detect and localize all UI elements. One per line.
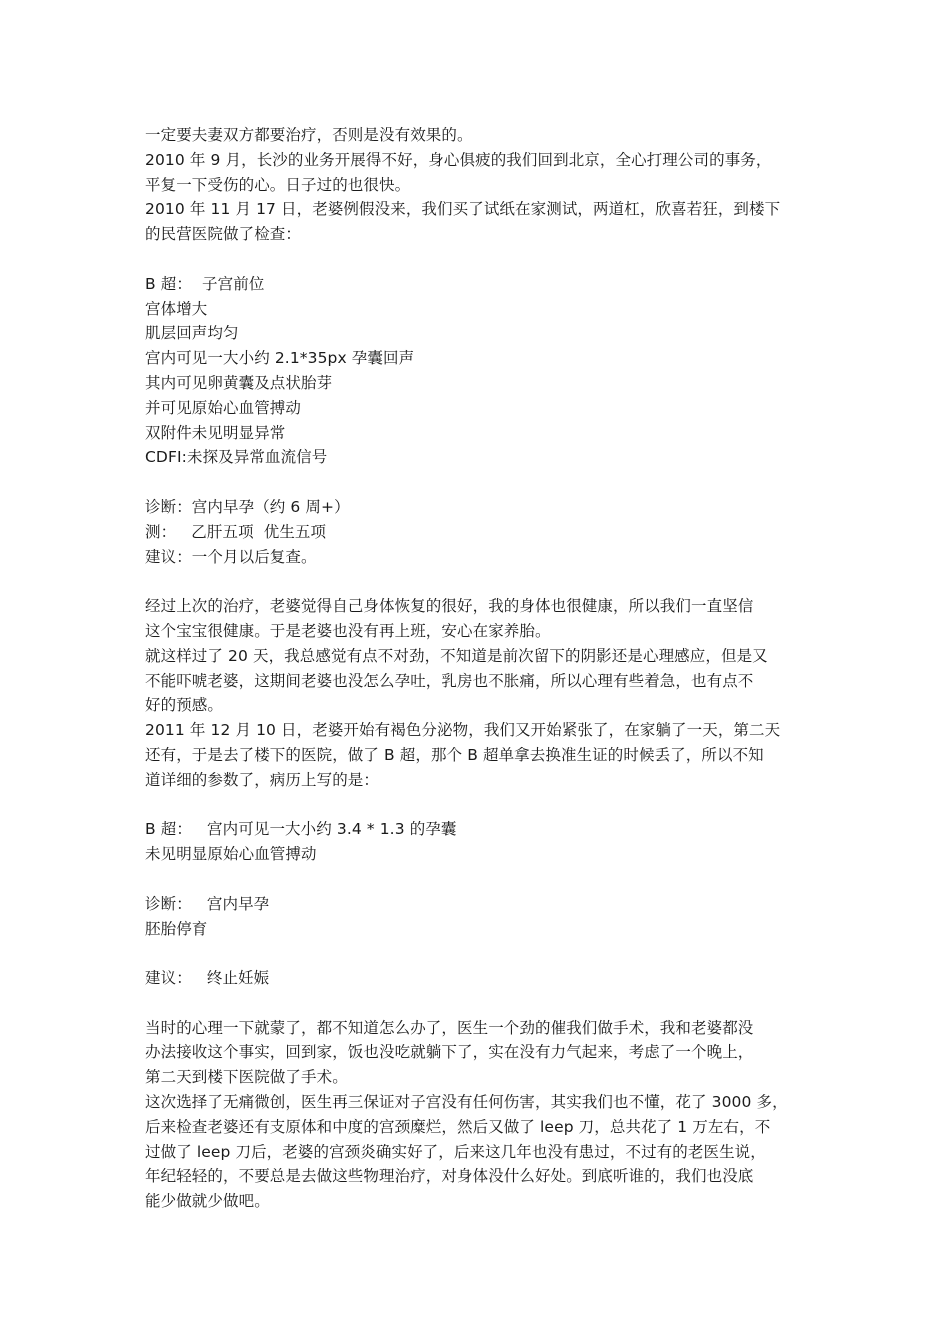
text-line: 当时的心理一下就蒙了，都不知道怎么办了，医生一个劲的催我们做手术，我和老婆都没 bbox=[145, 1018, 754, 1037]
text-line: 经过上次的治疗，老婆觉得自己身体恢复的很好，我的身体也很健康，所以我们一直坚信 bbox=[145, 597, 754, 616]
text-line: 诊断：宫内早孕（约 6 周+） bbox=[145, 497, 350, 516]
text-line: 平复一下受伤的心。日子过的也很快。 bbox=[145, 175, 411, 194]
text-line: 道详细的参数了，病历上写的是： bbox=[145, 770, 380, 789]
blank-line bbox=[145, 470, 810, 495]
text-line: 建议：一个月以后复查。 bbox=[145, 547, 317, 566]
text-line: 诊断： 宫内早孕 bbox=[145, 894, 270, 913]
text-line: 后来检查老婆还有支原体和中度的宫颈糜烂，然后又做了 leep 刀，总共花了 1 万左右，不 bbox=[145, 1117, 771, 1136]
blank-line bbox=[145, 247, 810, 272]
text-line: 并可见原始心血管搏动 bbox=[145, 398, 302, 417]
text-line: 的民营医院做了检查： bbox=[145, 225, 302, 244]
text-line: 2011 年 12 月 10 日，老婆开始有褐色分泌物，我们又开始紧张了，在家躺了一天，第二天 bbox=[145, 721, 781, 740]
text-line: 年纪轻轻的，不要总是去做这些物理治疗，对身体没什么好处。到底听谁的，我们也没底 bbox=[145, 1167, 754, 1186]
text-line: 不能吓唬老婆，这期间老婆也没怎么孕吐，乳房也不胀痛，所以心理有些着急，也有点不 bbox=[145, 671, 754, 690]
text-line: 这个宝宝很健康。于是老婆也没有再上班，安心在家养胎。 bbox=[145, 621, 551, 640]
text-line: 宫体增大 bbox=[145, 299, 208, 318]
text-line: 还有，于是去了楼下的医院，做了 B 超，那个 B 超单拿去换准生证的时候丢了，所以不知 bbox=[145, 745, 764, 764]
text-line: 能少做就少做吧。 bbox=[145, 1192, 270, 1211]
text-line: 2010 年 11 月 17 日，老婆例假没来，我们买了试纸在家测试，两道杠，欣喜若狂，到楼下 bbox=[145, 200, 781, 219]
blank-line bbox=[145, 569, 810, 594]
blank-line bbox=[145, 941, 810, 966]
text-line: 过做了 leep 刀后，老婆的宫颈炎确实好了，后来这几年也没有患过，不过有的老医生说， bbox=[145, 1142, 766, 1161]
blank-line bbox=[145, 867, 810, 892]
text-line: B 超： 子宫前位 bbox=[145, 274, 265, 293]
text-line: 就这样过了 20 天，我总感觉有点不对劲，不知道是前次留下的阴影还是心理感应，但是又 bbox=[145, 646, 768, 665]
text-line: 2010 年 9 月，长沙的业务开展得不好，身心俱疲的我们回到北京，全心打理公司的事务， bbox=[145, 150, 772, 169]
blank-line bbox=[145, 793, 810, 818]
text-line: 一定要夫妻双方都要治疗，否则是没有效果的。 bbox=[145, 126, 473, 144]
text-line: 未见明显原始心血管搏动 bbox=[145, 845, 317, 864]
text-line: CDFI:未探及异常血流信号 bbox=[145, 448, 328, 467]
text-line: B 超： 宫内可见一大小约 3.4 * 1.3 的孕囊 bbox=[145, 820, 457, 839]
text-line: 胚胎停育 bbox=[145, 919, 208, 938]
text-line: 测： 乙肝五项 优生五项 bbox=[145, 522, 327, 541]
text-line: 其内可见卵黄囊及点状胎芽 bbox=[145, 373, 333, 392]
blank-line bbox=[145, 991, 810, 1016]
text-line: 宫内可见一大小约 2.1*35px 孕囊回声 bbox=[145, 349, 415, 368]
text-line: 这次选择了无痛微创，医生再三保证对子宫没有任何伤害，其实我们也不懂，花了 3000 多， bbox=[145, 1093, 788, 1112]
text-line: 建议： 终止妊娠 bbox=[145, 969, 270, 988]
text-line: 第二天到楼下医院做了手术。 bbox=[145, 1068, 348, 1087]
text-line: 好的预感。 bbox=[145, 696, 224, 715]
document-body bbox=[145, 123, 810, 1214]
text-line: 双附件未见明显异常 bbox=[145, 423, 286, 442]
text-line: 肌层回声均匀 bbox=[145, 324, 239, 343]
text-line: 办法接收这个事实，回到家，饭也没吃就躺下了，实在没有力气起来，考虑了一个晚上， bbox=[145, 1043, 754, 1062]
